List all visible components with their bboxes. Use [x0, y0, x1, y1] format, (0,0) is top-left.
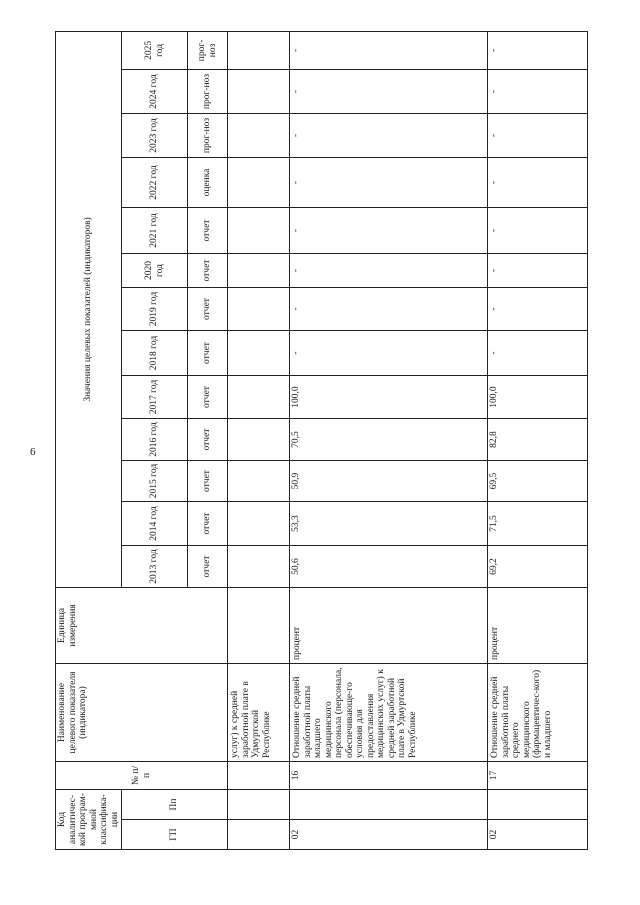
- cell-gp: 02: [488, 820, 588, 850]
- cell-value: 100,0: [290, 376, 488, 419]
- header-pp: Пп: [122, 790, 228, 820]
- type-header: отчет: [188, 376, 228, 419]
- year-header: 2022 год: [122, 158, 188, 208]
- cell-value: -: [488, 254, 588, 288]
- year-header: 2013 год: [122, 546, 188, 588]
- cell-value: -: [488, 158, 588, 208]
- type-header: прог-ноз: [188, 31, 228, 69]
- year-header: 2016 год: [122, 419, 188, 461]
- type-header: отчет: [188, 254, 228, 288]
- cell-unit: процент: [290, 588, 488, 664]
- header-gp: ГП: [122, 820, 228, 850]
- header-unit: Единица измерения: [56, 588, 228, 664]
- cell-value: 50,6: [290, 546, 488, 588]
- cell-value: -: [488, 208, 588, 254]
- type-header: отчет: [188, 546, 228, 588]
- type-header: оценка: [188, 158, 228, 208]
- cell-value: 69,2: [488, 546, 588, 588]
- type-header: отчет: [188, 419, 228, 461]
- year-header: 2017 год: [122, 376, 188, 419]
- cell-pp: [228, 790, 290, 820]
- cell-name: услуг) к средней заработной плате в Удмуртской Республике: [228, 664, 290, 762]
- page-number: 6: [30, 446, 36, 458]
- cell-value: -: [488, 31, 588, 69]
- type-header: отчет: [188, 288, 228, 331]
- cell-value: -: [290, 70, 488, 114]
- cell-value: -: [488, 288, 588, 331]
- rotated-table-container: [55, 39, 635, 850]
- header-name: Наименование целевого показателя (индикатора): [56, 664, 228, 762]
- cell-value: [228, 31, 290, 69]
- type-header: отчет: [188, 331, 228, 376]
- table-row: [290, 31, 488, 849]
- year-header: 2024 год: [122, 70, 188, 114]
- year-header: 2020 год: [122, 254, 188, 288]
- cell-value: [228, 114, 290, 158]
- cell-value: [228, 461, 290, 502]
- cell-pp: [488, 790, 588, 820]
- cell-value: -: [290, 288, 488, 331]
- cell-value: -: [290, 31, 488, 69]
- cell-value: [228, 331, 290, 376]
- cell-value: 71,5: [488, 502, 588, 546]
- cell-value: 50,9: [290, 461, 488, 502]
- type-header: прог-ноз: [188, 114, 228, 158]
- cell-pp: [290, 790, 488, 820]
- cell-value: 82,8: [488, 419, 588, 461]
- table-row: [228, 31, 290, 849]
- cell-name: Отношение средней заработной платы младшего медицинского персонала (персонала, обеспечивающе-го условия для предоставления медицинских услуг) к средней заработной плате в Удмуртской Республике: [290, 664, 488, 762]
- cell-value: [228, 419, 290, 461]
- cell-value: -: [290, 208, 488, 254]
- cell-value: -: [488, 114, 588, 158]
- cell-value: 70,5: [290, 419, 488, 461]
- year-header: 2025 год: [122, 31, 188, 69]
- cell-unit: [228, 588, 290, 664]
- cell-value: -: [290, 331, 488, 376]
- cell-value: -: [290, 158, 488, 208]
- cell-name: Отношение средней заработной платы среднего медицинского (фармацевтичес-кого) и младшего: [488, 664, 588, 762]
- cell-value: -: [290, 114, 488, 158]
- cell-gp: 02: [290, 820, 488, 850]
- cell-num: 16: [290, 762, 488, 790]
- cell-value: [228, 70, 290, 114]
- cell-value: [228, 376, 290, 419]
- cell-num: 17: [488, 762, 588, 790]
- cell-value: [228, 208, 290, 254]
- cell-gp: [228, 820, 290, 850]
- cell-value: -: [290, 254, 488, 288]
- cell-value: [228, 288, 290, 331]
- cell-value: [228, 158, 290, 208]
- cell-value: 53,3: [290, 502, 488, 546]
- header-num: № п/п: [56, 762, 228, 790]
- cell-value: [228, 254, 290, 288]
- year-header: 2019 год: [122, 288, 188, 331]
- cell-value: [228, 546, 290, 588]
- header-values-group: Значения целевых показателей (индикаторов): [56, 31, 122, 587]
- table-row: [488, 31, 588, 849]
- cell-value: -: [488, 70, 588, 114]
- cell-unit: процент: [488, 588, 588, 664]
- cell-num: [228, 762, 290, 790]
- indicators-table: [55, 31, 588, 850]
- cell-value: 69,5: [488, 461, 588, 502]
- cell-value: -: [488, 331, 588, 376]
- type-header: отчет: [188, 502, 228, 546]
- type-header: отчет: [188, 461, 228, 502]
- type-header: отчет: [188, 208, 228, 254]
- cell-value: 100,0: [488, 376, 588, 419]
- year-header: 2023 год: [122, 114, 188, 158]
- year-header: 2014 год: [122, 502, 188, 546]
- header-code: Код аналитичес-кой програм-мной классифика-ции: [56, 790, 122, 850]
- cell-value: [228, 502, 290, 546]
- type-header: прог-ноз: [188, 70, 228, 114]
- year-header: 2018 год: [122, 331, 188, 376]
- year-header: 2015 год: [122, 461, 188, 502]
- year-header: 2021 год: [122, 208, 188, 254]
